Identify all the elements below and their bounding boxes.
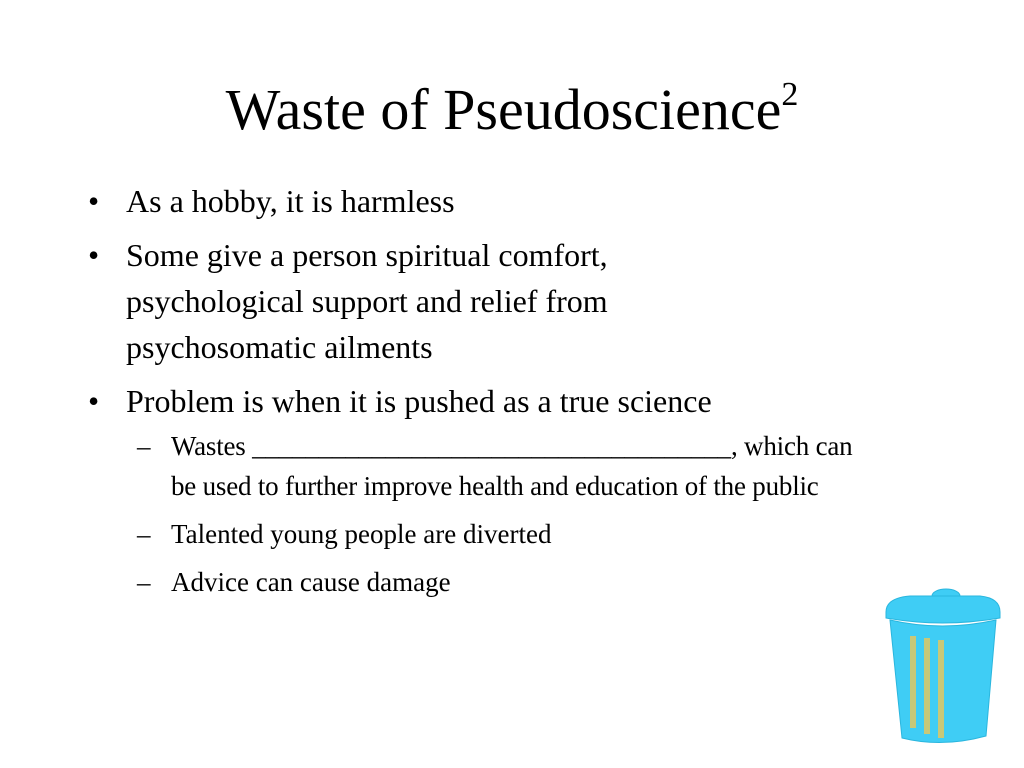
slide-title-text: Waste of Pseudoscience: [225, 77, 782, 142]
bullet-marker: •: [88, 237, 100, 273]
bullet-item: [0, 232, 766, 370]
sub-bullet-item: [0, 426, 871, 506]
sub-bullet-marker: –: [137, 431, 151, 461]
bullet-text: Problem is when it is pushed as a true science: [126, 383, 712, 419]
trash-can-icon: [880, 586, 1004, 750]
sub-bullet-marker: –: [137, 519, 151, 549]
sub-bullet-item: [0, 562, 911, 602]
bullet-text: As a hobby, it is harmless: [126, 183, 455, 219]
slide-body: [0, 178, 1024, 610]
bullet-item: [0, 178, 906, 224]
bullet-marker: •: [88, 383, 100, 419]
bullet-marker: •: [88, 183, 100, 219]
slide-title-superscript: 2: [781, 76, 799, 113]
sub-bullet-item: [0, 514, 911, 554]
bullet-item: [0, 378, 906, 424]
slide-title: [0, 70, 1024, 150]
sub-bullet-text: Advice can cause damage: [171, 567, 451, 597]
sub-bullet-marker: –: [137, 567, 151, 597]
bullet-text: Some give a person spiritual comfort, psychological support and relief from psychosomatic ailments: [126, 237, 608, 365]
sub-bullet-text: Wastes ____________________________________, which can be used to further improve health and education of the public: [171, 431, 853, 501]
sub-bullet-text: Talented young people are diverted: [171, 519, 552, 549]
